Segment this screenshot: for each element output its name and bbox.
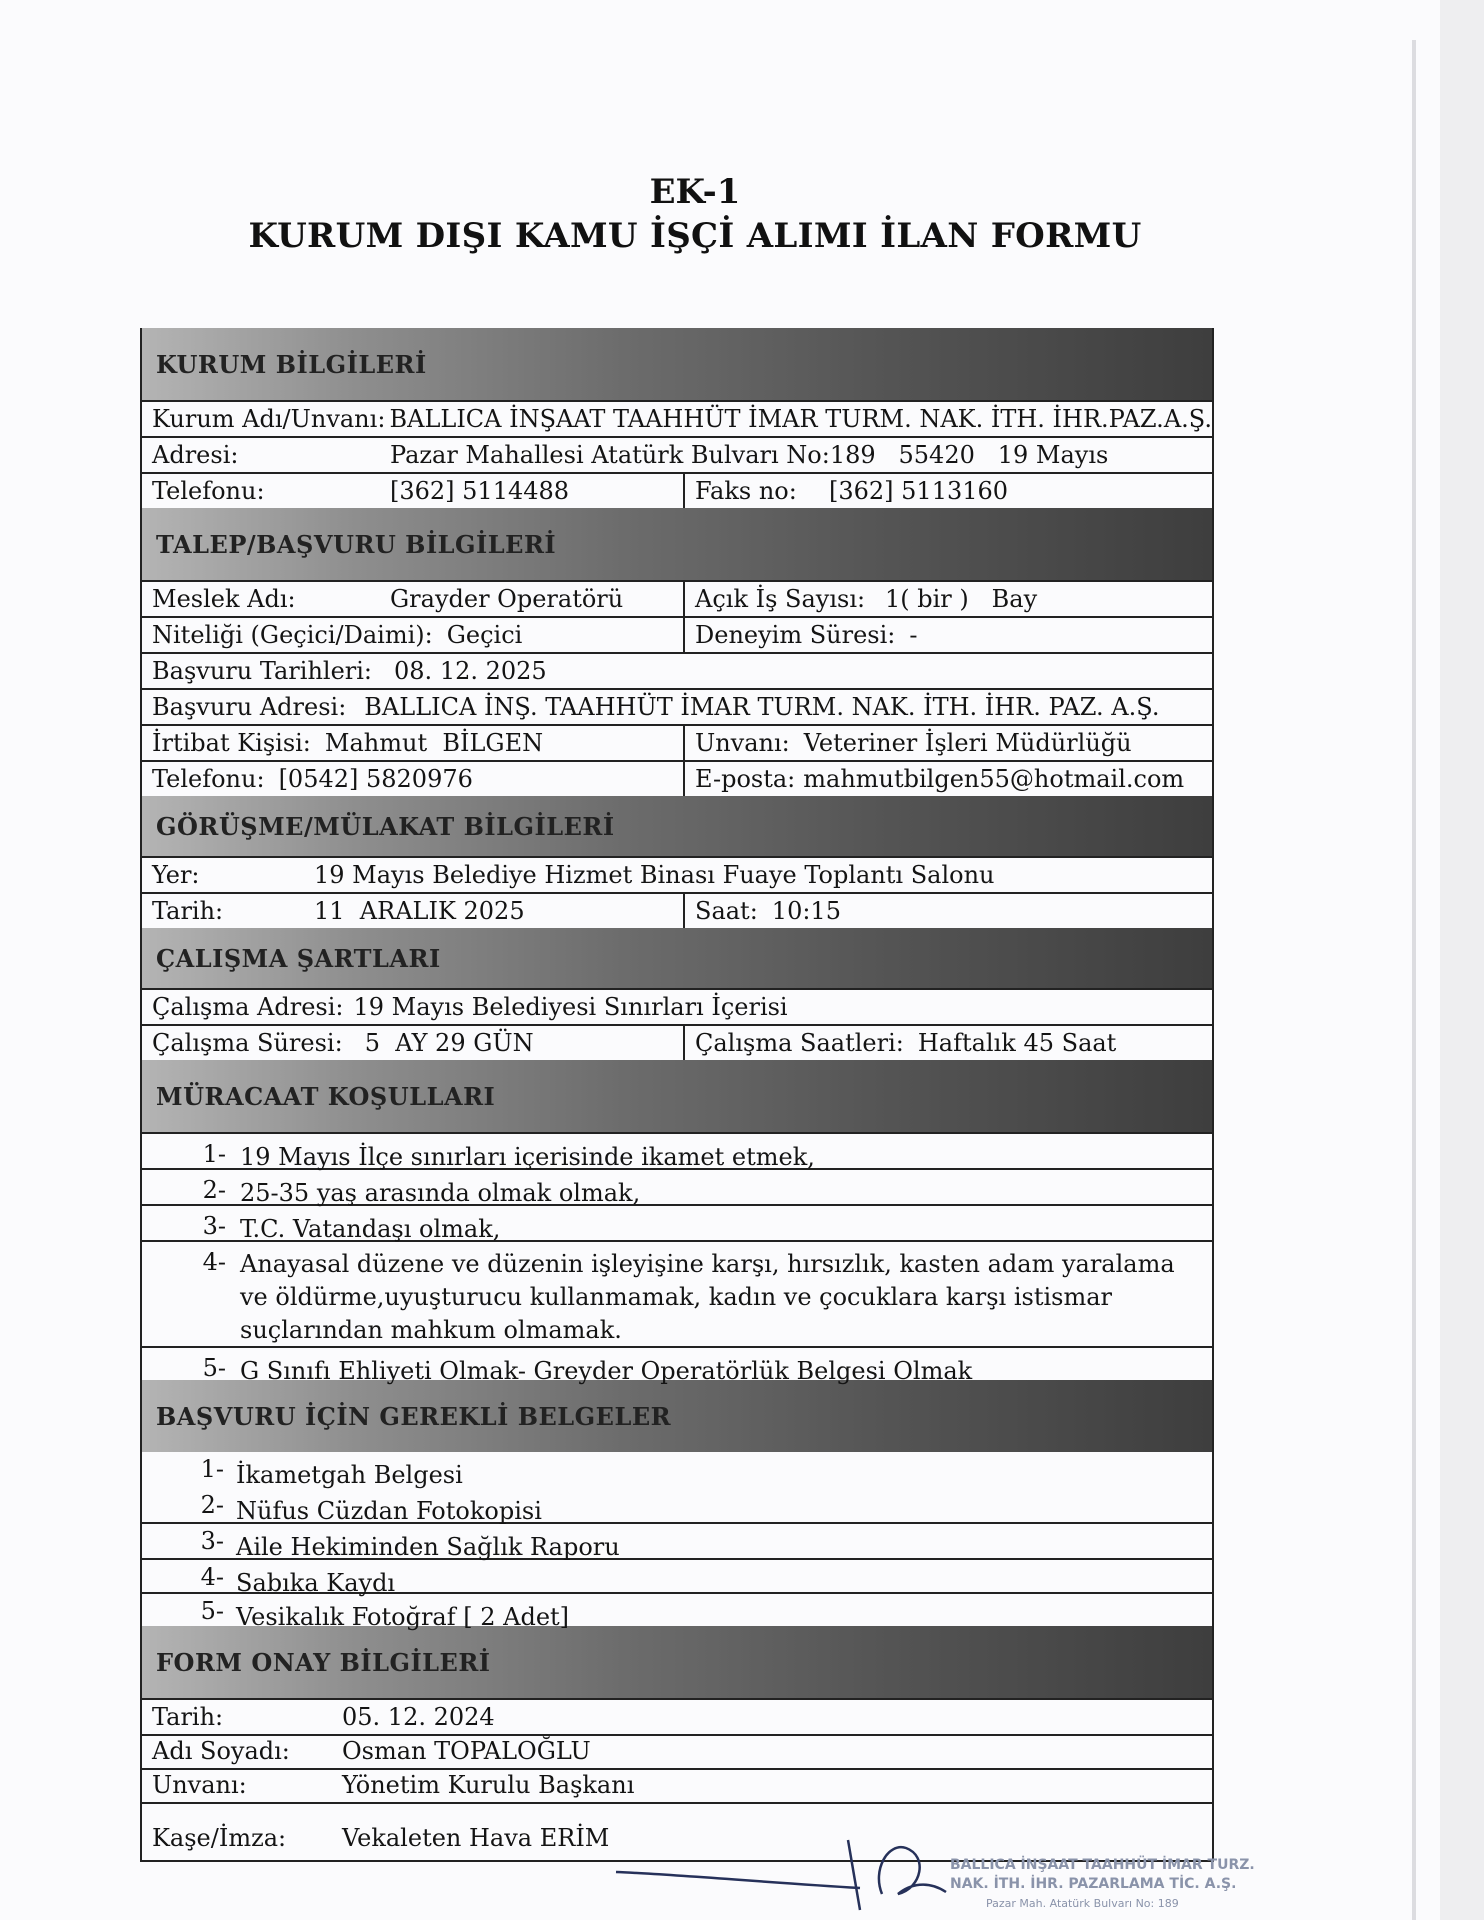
section-header-belgeler: BAŞVURU İÇİN GEREKLİ BELGELER bbox=[142, 1380, 1212, 1452]
stamp-line: Pazar Mah. Atatürk Bulvarı No: 189 bbox=[986, 1897, 1179, 1910]
label-eposta: E-posta: bbox=[695, 765, 796, 793]
value-nitelik: Geçici bbox=[446, 621, 523, 649]
row-basvuru-tarihleri bbox=[142, 652, 1212, 688]
label-deneyim: Deneyim Süresi: bbox=[695, 621, 896, 649]
list-item-text: 25-35 yaş arasında olmak olmak, bbox=[240, 1179, 641, 1207]
value-yer: 19 Mayıs Belediye Hizmet Binası Fuaye Toplantı Salonu bbox=[314, 861, 995, 889]
list-item bbox=[142, 1132, 1212, 1171]
row-mulakat-tarih bbox=[142, 892, 1212, 928]
label-yer: Yer: bbox=[152, 861, 200, 889]
label-calisma-suresi: Çalışma Süresi: bbox=[152, 1029, 343, 1057]
value-acik-is: 1( bir ) Bay bbox=[885, 585, 1038, 613]
label-meslek: Meslek Adı: bbox=[152, 585, 296, 613]
list-item-text: G Sınıfı Ehliyeti Olmak- Greyder Operatörlük Belgesi Olmak bbox=[240, 1357, 973, 1385]
list-item-number: 1- bbox=[200, 1455, 224, 1483]
value-kase-imza: Vekaleten Hava ERİM bbox=[342, 1824, 610, 1852]
list-item-text: 19 Mayıs İlçe sınırları içerisinde ikamet etmek, bbox=[240, 1143, 815, 1171]
list-item bbox=[142, 1488, 1212, 1525]
value-basvuru-tarihleri: 08. 12. 2025 bbox=[394, 657, 547, 685]
label-nitelik: Niteliği (Geçici/Daimi): bbox=[152, 621, 433, 649]
value-onay-unvan: Yönetim Kurulu Başkanı bbox=[342, 1771, 635, 1799]
value-kurum-adres: Pazar Mahallesi Atatürk Bulvarı No:189 55420 19 Mayıs bbox=[390, 441, 1109, 469]
value-basvuru-adresi: BALLICA İNŞ. TAAHHÜT İMAR TURM. NAK. İTH. İHR. PAZ. A.Ş. bbox=[364, 693, 1160, 721]
company-stamp bbox=[950, 1856, 1290, 1920]
value-eposta[interactable]: mahmutbilgen55@hotmail.com bbox=[803, 765, 1185, 793]
stamp-line: NAK. İTH. İHR. PAZARLAMA TİC. A.Ş. bbox=[950, 1876, 1237, 1892]
list-item bbox=[142, 1168, 1212, 1207]
row-yer bbox=[142, 856, 1212, 892]
list-item-text: Nüfus Cüzdan Fotokopisi bbox=[236, 1497, 542, 1525]
list-item-number: 4- bbox=[202, 1248, 226, 1276]
list-item-text: Anayasal düzene ve düzenin işleyişine karşı, hırsızlık, kasten adam yaralama ve öldürme,uyuşturucu kullanmamak, kadın ve çocuklara karşı istismar suçlarından mahkum olmamak. bbox=[240, 1250, 1175, 1344]
label-saat: Saat: bbox=[695, 897, 758, 925]
list-item-number: 2- bbox=[200, 1491, 224, 1519]
label-kurum-telefon: Telefonu: bbox=[152, 477, 265, 505]
value-calisma-adresi: 19 Mayıs Belediyesi Sınırları İçerisi bbox=[353, 993, 788, 1021]
list-item-number: 3- bbox=[202, 1212, 226, 1240]
page-shadow bbox=[1412, 40, 1416, 1920]
row-onay-tarih bbox=[142, 1698, 1212, 1734]
value-calisma-saatleri: Haftalık 45 Saat bbox=[917, 1029, 1117, 1057]
label-irtibat-telefon: Telefonu: bbox=[152, 765, 265, 793]
label-mulakat-tarih: Tarih: bbox=[152, 897, 224, 925]
section-header-onay: FORM ONAY BİLGİLERİ bbox=[142, 1626, 1212, 1698]
label-kase-imza: Kaşe/İmza: bbox=[152, 1824, 287, 1852]
section-header-calisma: ÇALIŞMA ŞARTLARI bbox=[142, 928, 1212, 988]
label-kurum-adi: Kurum Adı/Unvanı: bbox=[152, 405, 386, 433]
list-item-number: 5- bbox=[200, 1597, 224, 1625]
value-kurum-telefon: [362] 5114488 bbox=[390, 477, 570, 505]
label-irtibat-unvan: Unvanı: bbox=[695, 729, 790, 757]
list-item bbox=[142, 1204, 1212, 1243]
value-faks: [362] 5113160 bbox=[829, 477, 1009, 505]
list-item-text: Vesikalık Fotoğraf [ 2 Adet] bbox=[236, 1603, 570, 1631]
background-edge bbox=[1440, 0, 1484, 1920]
label-basvuru-adresi: Başvuru Adresi: bbox=[152, 693, 347, 721]
list-item bbox=[142, 1522, 1212, 1561]
value-irtibat-telefon: [0542] 5820976 bbox=[278, 765, 473, 793]
row-meslek bbox=[142, 580, 1212, 616]
list-item-number: 1- bbox=[202, 1140, 226, 1168]
value-irtibat-unvan: Veteriner İşleri Müdürlüğü bbox=[803, 729, 1132, 757]
label-faks: Faks no: bbox=[695, 477, 797, 505]
list-item bbox=[142, 1346, 1212, 1385]
label-kurum-adres: Adresi: bbox=[152, 441, 239, 469]
list-item-text: Aile Hekiminden Sağlık Raporu bbox=[236, 1533, 620, 1561]
row-kurum-adres bbox=[142, 436, 1212, 472]
row-basvuru-adresi bbox=[142, 688, 1212, 724]
row-calisma-suresi bbox=[142, 1024, 1212, 1060]
document-title: KURUM DIŞI KAMU İŞÇİ ALIMI İLAN FORMU bbox=[248, 216, 1142, 256]
row-irtibat bbox=[142, 724, 1212, 760]
list-item-number: 2- bbox=[202, 1176, 226, 1204]
list-item bbox=[142, 1240, 1212, 1346]
label-onay-unvan: Unvanı: bbox=[152, 1771, 247, 1799]
label-calisma-adresi: Çalışma Adresi: bbox=[152, 993, 344, 1021]
list-item-text: T.C. Vatandaşı olmak, bbox=[240, 1215, 501, 1243]
signature-icon bbox=[610, 1830, 950, 1920]
row-nitelik bbox=[142, 616, 1212, 652]
row-irtibat-telefon bbox=[142, 760, 1212, 796]
list-item bbox=[142, 1452, 1212, 1488]
value-meslek: Grayder Operatörü bbox=[390, 585, 624, 613]
list-item-number: 5- bbox=[202, 1354, 226, 1382]
stamp-line: BALLICA İNŞAAT TAAHHÜT İMAR TURZ. bbox=[950, 1857, 1255, 1873]
value-deneyim: - bbox=[909, 621, 918, 649]
list-item-number: 3- bbox=[200, 1527, 224, 1555]
row-onay-unvan bbox=[142, 1768, 1212, 1802]
list-item bbox=[142, 1558, 1212, 1597]
section-header-kurum: KURUM BİLGİLERİ bbox=[142, 328, 1212, 400]
label-acik-is: Açık İş Sayısı: bbox=[695, 585, 866, 613]
list-item-text: Sabıka Kaydı bbox=[236, 1569, 396, 1597]
label-basvuru-tarihleri: Başvuru Tarihleri: bbox=[152, 657, 373, 685]
list-item-number: 4- bbox=[200, 1563, 224, 1591]
list-item-text: İkametgah Belgesi bbox=[236, 1461, 463, 1489]
value-saat: 10:15 bbox=[771, 897, 841, 925]
list-item bbox=[142, 1592, 1212, 1631]
row-kurum-adi bbox=[142, 400, 1212, 436]
section-header-gorusme: GÖRÜŞME/MÜLAKAT BİLGİLERİ bbox=[142, 796, 1212, 856]
announcement-form bbox=[140, 328, 1214, 1862]
value-irtibat: Mahmut BİLGEN bbox=[324, 729, 544, 757]
value-calisma-suresi: 5 AY 29 GÜN bbox=[364, 1029, 534, 1057]
row-kurum-telefon bbox=[142, 472, 1212, 508]
document-code: EK-1 bbox=[649, 172, 741, 212]
label-onay-tarih: Tarih: bbox=[152, 1703, 224, 1731]
value-adi-soyadi: Osman TOPALOĞLU bbox=[342, 1737, 591, 1765]
value-kurum-adi: BALLICA İNŞAAT TAAHHÜT İMAR TURM. NAK. İTH. İHR.PAZ.A.Ş. bbox=[389, 405, 1212, 433]
label-calisma-saatleri: Çalışma Saatleri: bbox=[695, 1029, 904, 1057]
section-header-muracaat: MÜRACAAT KOŞULLARI bbox=[142, 1060, 1212, 1132]
label-adi-soyadi: Adı Soyadı: bbox=[152, 1737, 290, 1765]
row-calisma-adresi bbox=[142, 988, 1212, 1024]
section-header-talep: TALEP/BAŞVURU BİLGİLERİ bbox=[142, 508, 1212, 580]
label-irtibat: İrtibat Kişisi: bbox=[152, 729, 311, 757]
value-mulakat-tarih: 11 ARALIK 2025 bbox=[314, 897, 525, 925]
value-onay-tarih: 05. 12. 2024 bbox=[342, 1703, 495, 1731]
row-adi-soyadi bbox=[142, 1734, 1212, 1768]
